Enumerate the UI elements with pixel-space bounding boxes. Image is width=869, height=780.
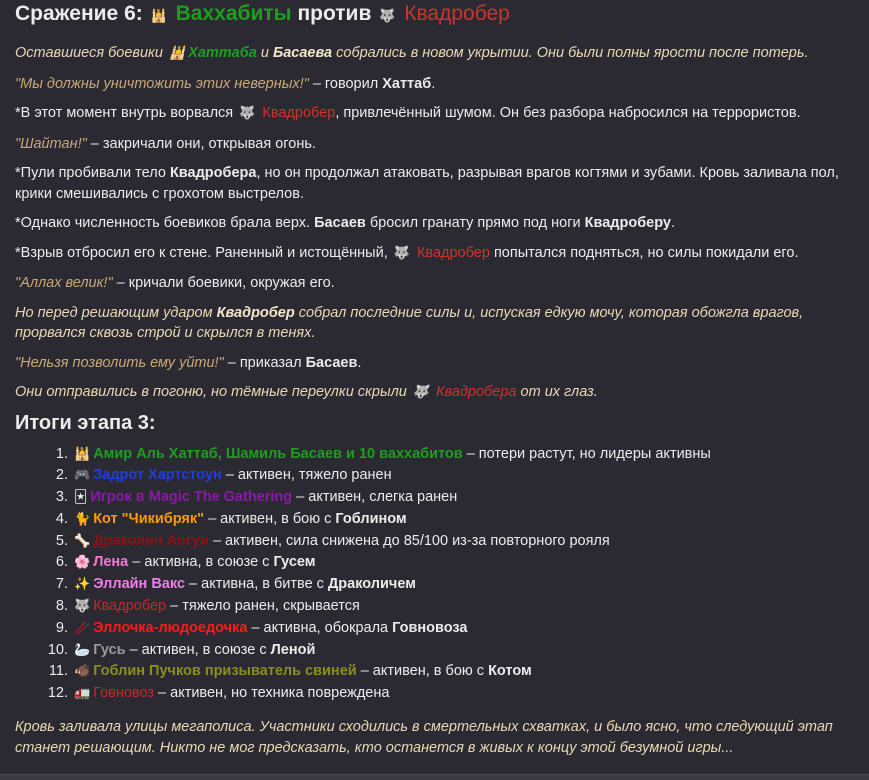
- gamepad-icon: 🎮: [74, 468, 91, 484]
- text: .: [431, 75, 436, 92]
- list-item: [72, 574, 853, 596]
- participant-ally: Леной: [270, 641, 316, 658]
- list-item: [72, 465, 853, 487]
- sparkles-icon: ✨: [74, 577, 91, 593]
- text: собрал последние силы и, испуская едкую мочу, которая обожгла врагов, прорвался сквозь строй и скрылся в тенях.: [15, 304, 804, 341]
- mosque-icon: 🕌: [150, 9, 167, 24]
- text: , привлечённый шумом. Он без разбора набросился на террористов.: [335, 105, 801, 121]
- paragraph-5: [15, 163, 853, 204]
- participant-name: Лена: [93, 554, 129, 571]
- bottom-divider: [0, 774, 869, 780]
- wolf-icon: 🐺: [393, 245, 410, 261]
- text: – приказал: [227, 354, 302, 371]
- heading-vs: против: [297, 2, 372, 25]
- list-item: [72, 531, 853, 553]
- name-basaev: Басаев: [314, 215, 366, 231]
- text: , но он продолжал атаковать, разрывая врагов когтями и зубами. Кровь заливала пол, крики смешивались с грохотом выстрелов.: [15, 165, 839, 202]
- text: – закричали они, открывая огонь.: [90, 135, 316, 152]
- paragraph-9: [15, 303, 853, 344]
- text: *В этот момент внутрь ворвался: [15, 105, 234, 121]
- participant-status: – активен, в бою с: [208, 510, 332, 527]
- participant-name: Эллочка-людоедочка: [93, 619, 248, 636]
- participant-status: – активна, в союзе с: [132, 554, 270, 571]
- paragraph-7: [15, 243, 853, 265]
- heading-prefix: Сражение 6:: [15, 2, 143, 25]
- list-item: [72, 661, 853, 683]
- paragraph-2: [15, 74, 853, 95]
- cat-icon: 🐈: [74, 511, 91, 527]
- wolf-icon: 🐺: [379, 9, 396, 24]
- text: – говорил: [312, 75, 379, 92]
- participant-status: – активен, в союзе с: [129, 641, 267, 658]
- list-item: [72, 618, 853, 640]
- text: .: [670, 215, 675, 231]
- paragraph-11: [15, 382, 853, 404]
- text: – кричали боевики, окружая его.: [116, 275, 335, 291]
- participant-status: – активен, но техника повреждена: [158, 685, 390, 702]
- team2-name: Квадробер: [404, 2, 510, 25]
- wolf-icon: 🐺: [412, 385, 430, 400]
- paragraph-10: [15, 353, 853, 374]
- truck-icon: 🚛: [74, 686, 91, 702]
- participant-opponent: Гоблином: [335, 510, 407, 527]
- paragraph-1: [15, 43, 853, 65]
- participant-status: – активна, в битве с: [189, 576, 324, 593]
- list-item: [72, 487, 853, 509]
- text: собрались в новом укрытии. Они были полны ярости после потерь.: [336, 45, 809, 61]
- name-kvadrober: Квадробер: [416, 244, 490, 261]
- text: Но перед решающим ударом: [15, 304, 213, 321]
- participant-name: Квадробер: [93, 598, 167, 615]
- list-item: [72, 683, 853, 705]
- name-basaev: Басаев: [305, 354, 358, 371]
- text: *Взрыв отбросил его к стене. Раненный и истощённый,: [15, 244, 388, 261]
- participant-name: Гоблин Пучков призыватель свиней: [93, 663, 357, 680]
- summary-title: Итоги этапа 3:: [15, 411, 156, 434]
- boar-icon: 🐗: [74, 664, 91, 680]
- participant-ally: Гусем: [273, 554, 316, 571]
- participants-list: [15, 444, 853, 706]
- text: .: [357, 354, 362, 371]
- wolf-icon: 🐺: [239, 106, 256, 121]
- quote: "Шайтан!": [15, 135, 87, 152]
- participant-status: – активен, сила снижена до 85/100 из-за повторного рояля: [212, 532, 610, 549]
- participant-status: – тяжело ранен, скрывается: [170, 598, 360, 615]
- bone-icon: 🦴: [74, 533, 91, 549]
- name-kvadrober: Квадробера: [169, 165, 257, 181]
- name-khattab: Хаттаб: [382, 75, 432, 92]
- chopsticks-icon: 🥢: [74, 620, 91, 636]
- swan-icon: 🦢: [74, 642, 91, 658]
- name-kvadrober: Квадроберу: [584, 215, 671, 231]
- list-item: [72, 640, 853, 662]
- participant-name: Гусь: [93, 641, 126, 658]
- participant-name: Эллайн Вакс: [93, 576, 185, 593]
- quote: "Нельзя позволить ему уйти!": [15, 354, 224, 371]
- participant-name: Кот "Чикибряк": [93, 510, 205, 527]
- participant-status: – активен, в бою с: [360, 663, 485, 680]
- flower-icon: 🌸: [74, 555, 91, 571]
- text: попытался подняться, но силы покидали его.: [493, 244, 799, 261]
- paragraph-4: [15, 134, 853, 155]
- quote: "Аллах велик!": [15, 275, 113, 291]
- participant-status: – активен, тяжело ранен: [225, 467, 392, 484]
- list-item: [72, 596, 853, 618]
- name-khattab: Хаттаба: [188, 45, 257, 61]
- paragraph-6: [15, 213, 853, 234]
- participant-status: – активна, обокрала: [251, 619, 389, 636]
- participant-name: Драколич Аогуи: [93, 532, 209, 549]
- wolf-icon: 🐺: [74, 599, 91, 615]
- list-item: [72, 444, 853, 466]
- list-item: [72, 509, 853, 531]
- text: от их глаз.: [520, 384, 598, 400]
- text: Они отправились в погоню, но тёмные переулки скрыли: [15, 384, 407, 400]
- participant-status: – активен, слегка ранен: [296, 489, 458, 506]
- battle-heading: [15, 0, 853, 30]
- name-kvadrober: Квадробера: [436, 384, 517, 400]
- paragraph-8: [15, 273, 853, 294]
- participant-name: Игрок в Magic The Gathering: [90, 489, 293, 506]
- participant-status: – потери растут, но лидеры активны: [466, 445, 711, 462]
- paragraph-3: [15, 103, 853, 125]
- participant-target: Говновоза: [392, 619, 468, 636]
- name-kvadrober: Квадробер: [216, 304, 295, 321]
- participant-name: Амир Аль Хаттаб, Шамиль Басаев и 10 ваххабитов: [93, 445, 463, 462]
- text: *Однако численность боевиков брала верх.: [15, 215, 311, 231]
- name-basaev: Басаева: [272, 45, 333, 61]
- participant-name: Говновоз: [93, 685, 154, 702]
- team1-name: Ваххабиты: [175, 2, 292, 25]
- name-kvadrober: Квадробер: [262, 105, 336, 121]
- closing-paragraph: Кровь заливала улицы мегаполиса. Участники сходились в смертельных схватках, и было ясно, что следующий этап станет решающим. Никто не мог предсказать, кто останется в живых к концу этой безумной игры...: [15, 719, 833, 756]
- list-item: [72, 552, 853, 574]
- card-icon: 🃏: [74, 490, 88, 506]
- participant-name: Задрот Хартстоун: [93, 467, 222, 484]
- participant-opponent: Котом: [488, 663, 532, 680]
- text: бросил гранату прямо под ноги: [369, 215, 581, 231]
- text: Оставшиеся боевики: [15, 45, 163, 61]
- text: и: [260, 45, 269, 61]
- participant-opponent: Драколичем: [327, 576, 416, 593]
- text: *Пули пробивали тело: [15, 165, 166, 181]
- mosque-icon: 🕌: [74, 446, 91, 462]
- quote: "Мы должны уничтожить этих неверных!": [15, 75, 309, 92]
- mosque-icon: 🕌: [168, 46, 186, 61]
